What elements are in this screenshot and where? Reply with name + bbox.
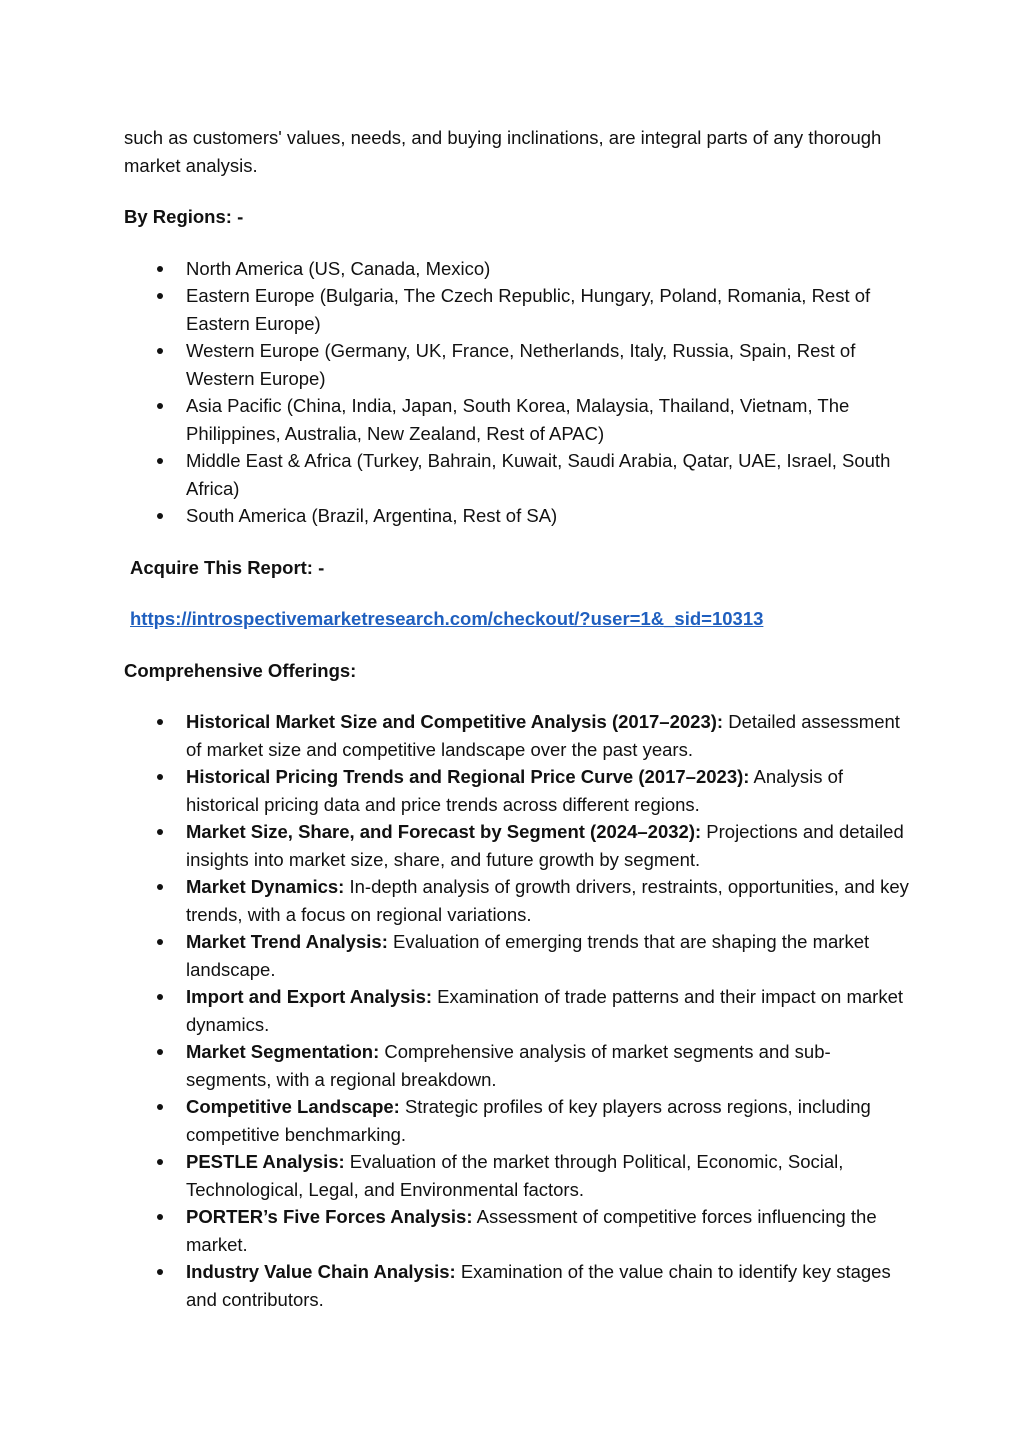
list-item: South America (Brazil, Argentina, Rest of SA) bbox=[124, 502, 914, 530]
list-item bbox=[124, 983, 914, 1038]
bullet-icon bbox=[157, 1104, 163, 1110]
offering-term: Industry Value Chain Analysis: bbox=[186, 1261, 456, 1282]
list-item bbox=[124, 928, 914, 983]
list-item bbox=[124, 873, 914, 928]
offering-desc: Comprehensive analysis of market segments and sub-segments, with a regional breakdown. bbox=[186, 1041, 831, 1090]
list-item bbox=[124, 1093, 914, 1148]
offering-term: Market Segmentation: bbox=[186, 1041, 380, 1062]
regions-heading: By Regions: - bbox=[124, 206, 244, 227]
list-item bbox=[124, 1258, 914, 1313]
offering-term: Competitive Landscape: bbox=[186, 1096, 400, 1117]
offerings-heading: Comprehensive Offerings: bbox=[124, 659, 357, 681]
bullet-icon bbox=[157, 829, 163, 835]
regions-list bbox=[124, 255, 914, 530]
bullet-icon bbox=[157, 994, 163, 1000]
offering-desc: In-depth analysis of growth drivers, restraints, opportunities, and key trends, with a focus on regional variations. bbox=[186, 876, 909, 925]
document-page bbox=[124, 124, 914, 1337]
offering-desc: Evaluation of emerging trends that are shaping the market landscape. bbox=[186, 931, 870, 980]
list-item: North America (US, Canada, Mexico) bbox=[124, 255, 914, 283]
bullet-icon bbox=[157, 513, 163, 519]
offering-desc: Strategic profiles of key players across regions, including competitive benchmarking. bbox=[186, 1096, 871, 1145]
offering-term: Historical Pricing Trends and Regional Price Curve (2017–2023): bbox=[186, 766, 750, 787]
list-item: Western Europe (Germany, UK, France, Netherlands, Italy, Russia, Spain, Rest of Western Europe) bbox=[124, 337, 914, 392]
bullet-icon bbox=[157, 774, 163, 780]
offering-term: Market Dynamics: bbox=[186, 876, 345, 897]
offering-desc: Evaluation of the market through Political, Economic, Social, Technological, Legal, and Environmental factors. bbox=[186, 1151, 844, 1200]
offering-desc: Analysis of historical pricing data and price trends across different regions. bbox=[186, 766, 844, 815]
list-item bbox=[124, 1148, 914, 1203]
offering-term: Market Size, Share, and Forecast by Segment (2024–2032): bbox=[186, 821, 702, 842]
bullet-icon bbox=[157, 458, 163, 464]
bullet-icon bbox=[157, 348, 163, 354]
list-item bbox=[124, 818, 914, 873]
list-item: Asia Pacific (China, India, Japan, South Korea, Malaysia, Thailand, Vietnam, The Philippines, Australia, New Zealand, Rest of APAC) bbox=[124, 392, 914, 447]
bullet-icon bbox=[157, 403, 163, 409]
list-item bbox=[124, 1203, 914, 1258]
checkout-link[interactable]: https://introspectivemarketresearch.com/checkout/?user=1&_sid=10313 bbox=[130, 608, 764, 629]
list-item bbox=[124, 763, 914, 818]
acquire-heading: Acquire This Report: - bbox=[130, 556, 325, 578]
offering-term: PORTER’s Five Forces Analysis: bbox=[186, 1206, 473, 1227]
intro-paragraph: such as customers' values, needs, and buying inclinations, are integral parts of any thorough market analysis. bbox=[124, 127, 882, 176]
bullet-icon bbox=[157, 719, 163, 725]
offering-desc: Detailed assessment of market size and competitive landscape over the past years. bbox=[186, 711, 900, 760]
bullet-icon bbox=[157, 1269, 163, 1275]
list-item bbox=[124, 708, 914, 763]
bullet-icon bbox=[157, 884, 163, 890]
bullet-icon bbox=[157, 1214, 163, 1220]
list-item: Middle East & Africa (Turkey, Bahrain, Kuwait, Saudi Arabia, Qatar, UAE, Israel, South Africa) bbox=[124, 447, 914, 502]
offering-desc: Examination of trade patterns and their impact on market dynamics. bbox=[186, 986, 903, 1035]
offering-desc: Examination of the value chain to identify key stages and contributors. bbox=[186, 1261, 891, 1310]
bullet-icon bbox=[157, 266, 163, 272]
offering-term: Market Trend Analysis: bbox=[186, 931, 388, 952]
checkout-link-paragraph bbox=[130, 605, 914, 633]
offerings-list bbox=[124, 708, 914, 1313]
offering-term: Import and Export Analysis: bbox=[186, 986, 433, 1007]
list-item bbox=[124, 1038, 914, 1093]
bullet-icon bbox=[157, 293, 163, 299]
offering-desc: Projections and detailed insights into market size, share, and future growth by segment. bbox=[186, 821, 904, 870]
list-item: Eastern Europe (Bulgaria, The Czech Republic, Hungary, Poland, Romania, Rest of Eastern Europe) bbox=[124, 282, 914, 337]
bullet-icon bbox=[157, 939, 163, 945]
bullet-icon bbox=[157, 1049, 163, 1055]
offering-term: Historical Market Size and Competitive Analysis (2017–2023): bbox=[186, 711, 724, 732]
bullet-icon bbox=[157, 1159, 163, 1165]
offering-desc: Assessment of competitive forces influencing the market. bbox=[186, 1206, 877, 1255]
offering-term: PESTLE Analysis: bbox=[186, 1151, 345, 1172]
